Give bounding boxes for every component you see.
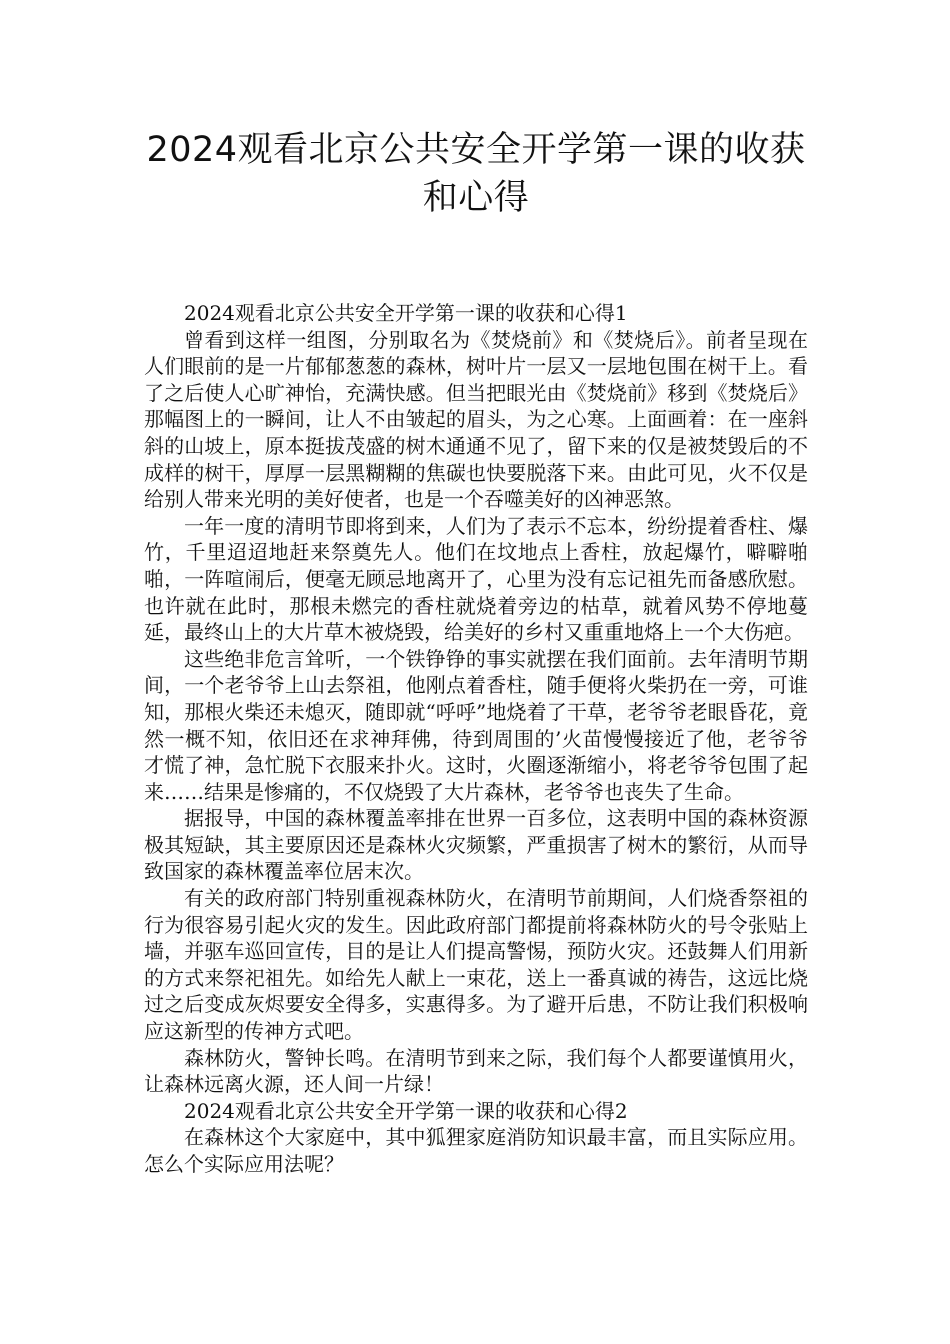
document-page (144, 0, 808, 1178)
paragraph: 在森林这个大家庭中，其中狐狸家庭消防知识最丰富，而且实际应用。怎么个实际应用法呢？ (144, 1125, 808, 1176)
section-heading-2: 2024观看北京公共安全开学第一课的收获和心得2 (184, 1098, 628, 1123)
paragraph: 据报导，中国的森林覆盖率排在世界一百多位，这表明中国的森林资源极其短缺，其主要原因还是森林火灾频繁，严重损害了树木的繁衍，从而导致国家的森林覆盖率位居末次。 (144, 806, 808, 884)
paragraph: 这些绝非危言耸听，一个铁铮铮的事实就摆在我们面前。去年清明节期间，一个老爷爷上山去祭祖，他刚点着香柱，随手便将火柴扔在一旁，可谁知，那根火柴还未熄灭，随即就“呼呼”地烧着了干草，老爷爷老眼昏花，竟然一概不知，依旧还在求神拜佛，待到周围的’火苗慢慢接近了他，老爷爷才慌了神，急忙脱下衣服来扑火。这时，火圈逐渐缩小，将老爷爷包围了起来……结果是惨痛的，不仅烧毁了大片森林，老爷爷也丧失了生命。 (144, 646, 808, 804)
document-title: 2024观看北京公共安全开学第一课的收获和心得 (146, 130, 806, 218)
paragraph: 有关的政府部门特别重视森林防火，在清明节前期间，人们烧香祭祖的行为很容易引起火灾的发生。因此政府部门都提前将森林防火的号令张贴上墙，并驱车巡回宣传，目的是让人们提高警惕，预防火灾。还鼓舞人们用新的方式来祭祀祖先。如给先人献上一束花，送上一番真诚的祷告，这远比烧过之后变成灰烬要安全得多，实惠得多。为了避开后患，不防让我们积极响应这新型的传神方式吧。 (144, 886, 808, 1044)
paragraph: 一年一度的清明节即将到来，人们为了表示不忘本，纷纷提着香柱、爆竹，千里迢迢地赶来祭奠先人。他们在坟地点上香柱，放起爆竹，噼噼啪啪，一阵喧闹后，便毫无顾忌地离开了，心里为没有忘记祖先而备感欣慰。也许就在此时，那根未燃完的香柱就烧着旁边的枯草，就着风势不停地蔓延，最终山上的大片草木被烧毁，给美好的乡村又重重地烙上一个大伤疤。 (144, 513, 808, 645)
section-heading-1: 2024观看北京公共安全开学第一课的收获和心得1 (184, 301, 628, 325)
paragraph: 森林防火，警钟长鸣。在清明节到来之际，我们每个人都要谨慎用火，让森林远离火源，还人间一片绿！ (144, 1045, 808, 1097)
paragraph: 曾看到这样一组图，分别取名为《焚烧前》和《焚烧后》。前者呈现在人们眼前的是一片郁郁葱葱的森林，树叶片一层又一层地包围在树干上。看了之后使人心旷神怡，充满快感。但当把眼光由《焚烧前》移到《焚烧后》那幅图上的一瞬间，让人不由皱起的眉头，为之心寒。上面画着：在一座斜斜的山坡上，原本挺拔茂盛的树木通通不见了，留下来的仅是被焚毁后的不成样的树干，厚厚一层黑糊糊的焦碳也快要脱落下来。由此可见，火不仅是给别人带来光明的美好使者，也是一个吞噬美好的凶神恶煞。 (144, 327, 808, 512)
document-body (144, 300, 808, 1178)
